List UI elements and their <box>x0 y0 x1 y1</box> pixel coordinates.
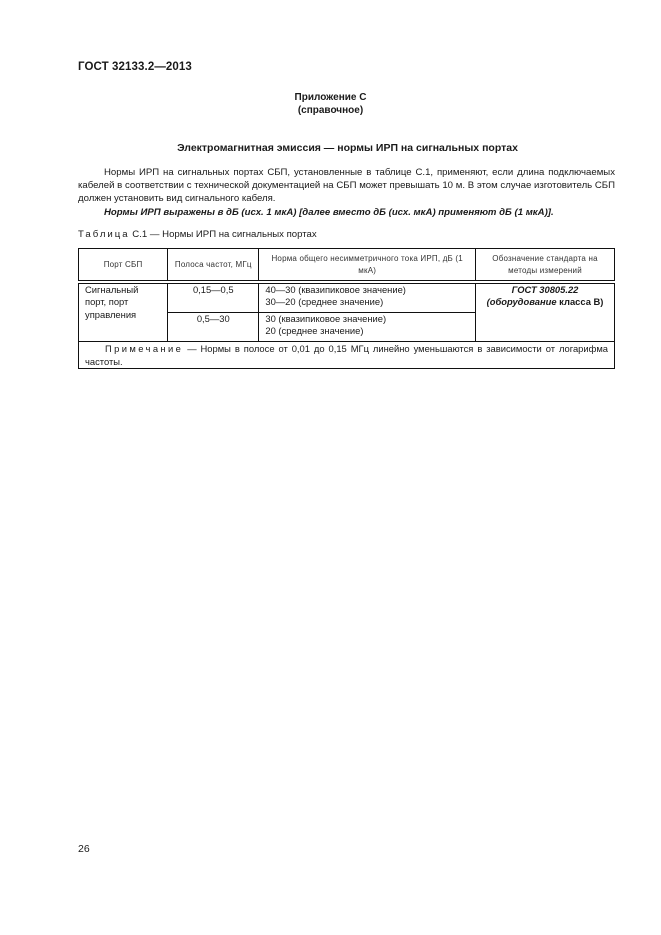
norm-average: 20 (среднее значение) <box>265 325 364 337</box>
table-caption <box>78 229 317 240</box>
column-header-port: Порт СБП <box>79 249 168 283</box>
appendix-title: Приложение С <box>294 92 367 103</box>
note-text: — Нормы в полосе от 0,01 до 0,15 МГц линейно уменьшаются в зависимости от логарифма частоты. <box>85 343 608 367</box>
table-caption-text: С.1 — Нормы ИРП на сигнальных портах <box>129 229 317 240</box>
table-header-row <box>79 249 615 283</box>
cell-standard <box>476 282 615 342</box>
standard-class-italic: (оборудование <box>486 296 557 308</box>
norm-quasi-peak: 30 (квазипиковое значение) <box>265 313 387 324</box>
note-label: Примечание <box>105 343 184 354</box>
norm-quasi-peak: 40—30 (квазипиковое значение) <box>265 284 406 295</box>
cell-norm <box>259 282 476 313</box>
appendix-subtitle: (справочное) <box>297 105 364 116</box>
norm-average: 30—20 (среднее значение) <box>265 296 384 308</box>
cell-port: Сигнальный порт, порт управления <box>79 282 168 342</box>
document-code: ГОСТ 32133.2—2013 <box>78 61 192 73</box>
body-text <box>78 166 615 219</box>
paragraph: Нормы ИРП на сигнальных портах СБП, установленные в таблице С.1, применяют, если длина подключаемых кабелей в соответствии с технической документацией на СБП может превышать 10 м. В этом случае изготовитель СБП должен установить вид сигнального кабеля. <box>78 167 615 205</box>
cell-band: 0,5—30 <box>168 313 259 342</box>
standard-code: ГОСТ 30805.22 <box>511 284 579 295</box>
table-caption-label: Таблица <box>78 229 130 240</box>
table-row <box>79 282 615 313</box>
cell-norm <box>259 313 476 342</box>
table-note <box>79 342 615 369</box>
section-title: Электромагнитная эмиссия — нормы ИРП на сигнальных портах <box>177 142 518 154</box>
cell-band: 0,15—0,5 <box>168 282 259 313</box>
standard-class-rest: класса В) <box>556 296 604 308</box>
column-header-band: Полоса частот, МГц <box>168 249 259 283</box>
page-number: 26 <box>78 843 90 855</box>
paragraph-units-note: Нормы ИРП выражены в дБ (исх. 1 мкА) [далее вместо дБ (исх. мкА) применяют дБ (1 мкА)]. <box>104 206 554 218</box>
norms-table <box>78 248 615 369</box>
column-header-standard: Обозначение стандарта на методы измерений <box>476 249 615 283</box>
table-note-row <box>79 342 615 369</box>
standard-class <box>482 296 608 308</box>
column-header-norm: Норма общего несимметричного тока ИРП, дБ (1 мкА) <box>259 249 476 283</box>
appendix-heading <box>0 91 661 117</box>
